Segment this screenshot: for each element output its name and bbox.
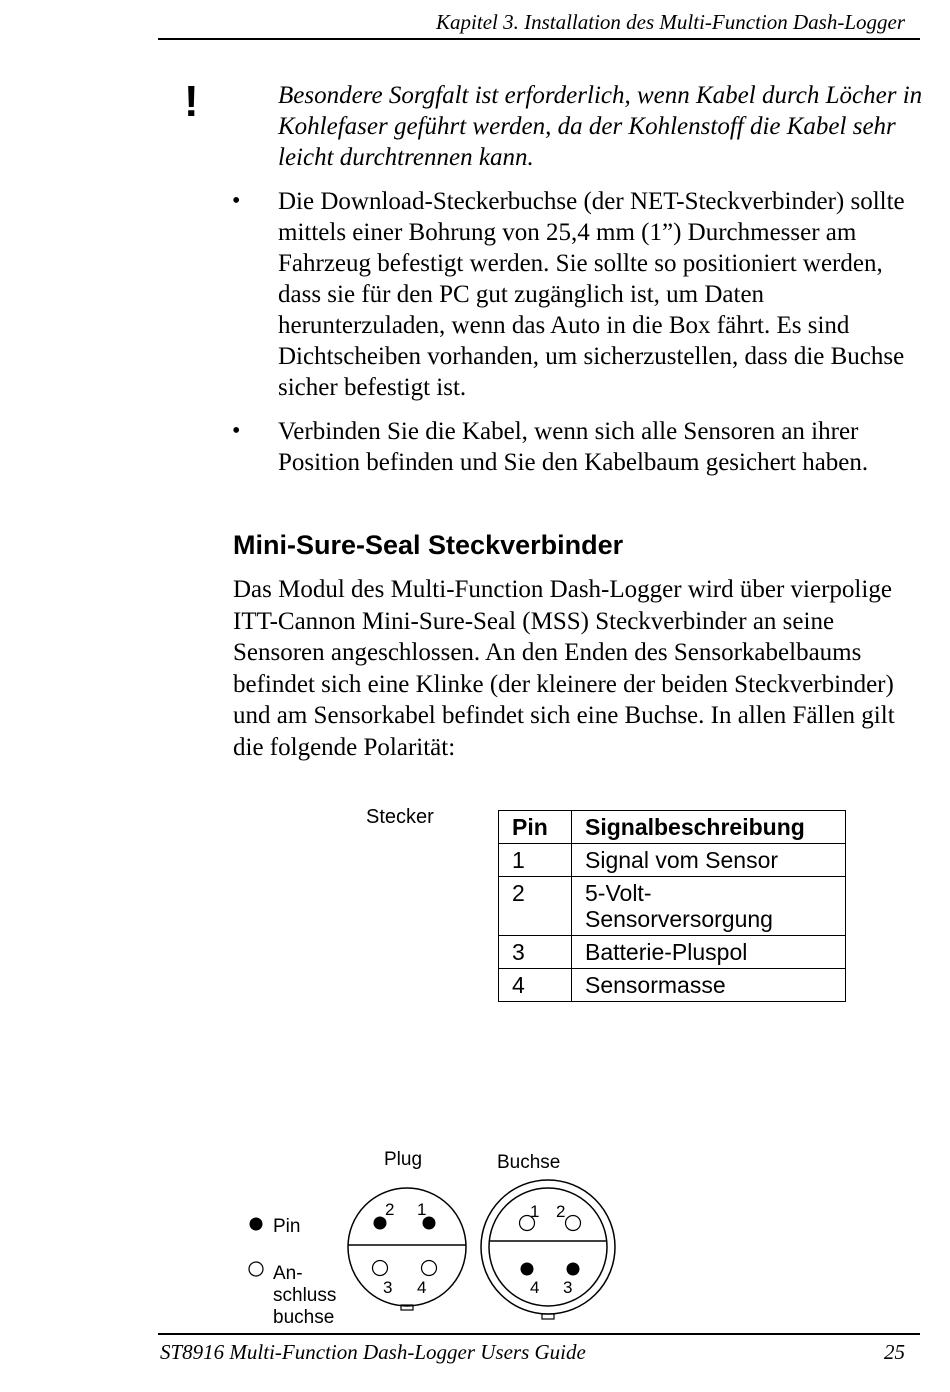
page-number: 25 <box>884 1340 905 1364</box>
bullet-text: Die Download-Steckerbuchse (der NET-Steckverbinder) sollte mittels einer Bohrung von 25,4 mm (1”) Durchmesser am Fahrzeug befestigt werden. Sie sollte so positioniert werden, dass sie für den PC gut zugänglich ist, um Daten herunterzuladen, wenn das Auto in die Box fährt. Es sind Dichtscheiben vorhanden, um sicherzustellen, dass die Buchse sicher befestigt ist. <box>278 188 905 401</box>
pin-table <box>498 810 846 1002</box>
socket-num-4: 4 <box>530 1278 540 1297</box>
footer-rule <box>158 1333 920 1335</box>
plug-num-1: 1 <box>417 1200 427 1219</box>
socket-num-2: 2 <box>556 1202 566 1221</box>
legend-socket-text-1: An- <box>273 1263 303 1284</box>
header-pin: Pin <box>499 811 572 844</box>
plug-label: Plug <box>384 1149 423 1170</box>
table-row <box>499 877 846 936</box>
signal-cell: Batterie-Pluspol <box>572 936 846 969</box>
legend-pin-text: Pin <box>273 1216 301 1237</box>
bullet-item <box>232 416 928 478</box>
socket-pin-4 <box>521 1263 534 1276</box>
plug-connector <box>348 1188 466 1310</box>
pin-cell: 3 <box>499 936 572 969</box>
exclamation-icon: ! <box>184 77 199 126</box>
signal-cell: 5-Volt-Sensorversorgung <box>572 877 846 936</box>
bullet-dot-icon: • <box>232 188 241 214</box>
pin-cell: 1 <box>499 844 572 877</box>
plug-socket-4 <box>422 1261 437 1276</box>
connector-diagram <box>230 1140 650 1335</box>
socket-pin-3 <box>567 1263 580 1276</box>
plug-num-3: 3 <box>383 1278 393 1297</box>
table-row <box>499 936 846 969</box>
socket-label: Buchse <box>497 1152 561 1173</box>
footer-title: ST8916 Multi-Function Dash-Logger Users Guide <box>160 1340 586 1364</box>
header-signal: Signalbeschreibung <box>572 811 846 844</box>
socket-hole-2 <box>566 1216 581 1231</box>
pin-legend-icon <box>250 1218 263 1231</box>
warning-note: Besondere Sorgfalt ist erforderlich, wenn Kabel durch Löcher in Kohlefaser geführt werden, da der Kohlenstoff die Kabel sehr leicht durchtrennen kann. <box>278 82 923 171</box>
socket-num-3: 3 <box>563 1278 573 1297</box>
plug-socket-3 <box>373 1261 388 1276</box>
socket-num-1: 1 <box>530 1202 540 1221</box>
table-header-row <box>499 811 846 844</box>
section-heading: Mini-Sure-Seal Steckverbinder <box>233 530 624 560</box>
table-row <box>499 844 846 877</box>
bullet-dot-icon: • <box>232 418 241 444</box>
socket-legend-icon <box>249 1262 263 1276</box>
bullet-text: Verbinden Sie die Kabel, wenn sich alle Sensoren an ihrer Position befinden und Sie den Kabelbaum gesichert haben. <box>278 418 869 476</box>
legend-socket-text-3: buchse <box>273 1307 335 1328</box>
plug-num-2: 2 <box>385 1200 395 1219</box>
signal-cell: Signal vom Sensor <box>572 844 846 877</box>
chapter-title: Kapitel 3. Installation des Multi-Function Dash-Logger <box>436 10 905 34</box>
bullet-item <box>232 186 928 403</box>
signal-cell: Sensormasse <box>572 969 846 1002</box>
plug-num-4: 4 <box>417 1278 427 1297</box>
section-paragraph: Das Modul des Multi-Function Dash-Logger wird über vierpolige ITT-Cannon Mini-Sure-Seal (MSS) Steckverbinder an seine Sensoren angeschlossen. An den Enden des Sensorkabelbaums befindet sich eine Klinke (der kleinere der beiden Steckverbinder) und am Sensorkabel befindet sich eine Buchse. In allen Fällen gilt die folgende Polarität: <box>233 576 895 761</box>
connector-diagram-svg <box>230 1140 650 1330</box>
socket-connector <box>481 1180 615 1319</box>
header-rule <box>158 38 920 40</box>
table-label: Stecker <box>366 806 434 828</box>
pin-cell: 2 <box>499 877 572 936</box>
table-row <box>499 969 846 1002</box>
legend-socket-text-2: schluss <box>273 1285 337 1306</box>
pin-cell: 4 <box>499 969 572 1002</box>
